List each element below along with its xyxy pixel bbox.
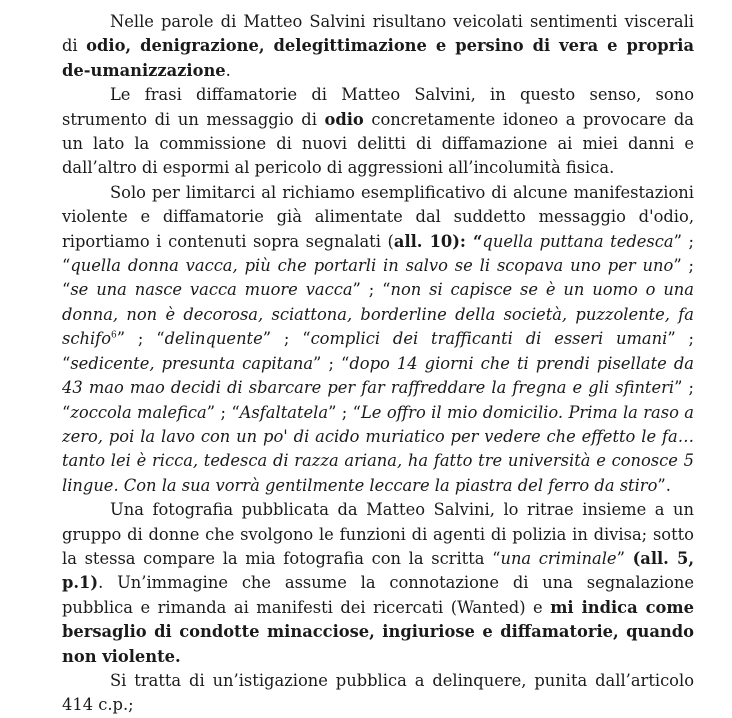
document-body	[62, 10, 694, 718]
text-segment: concretamente idoneo a provocare da un lato la commissione di nuovi delitti di diffamazione ai miei danni e dall’altro di espormi al pericolo di aggressioni all’incolumità fisica.	[62, 109, 694, 178]
bold-text: all. 10):	[393, 231, 466, 251]
italic-quote: delinquente	[164, 329, 263, 349]
text-segment: ” ; “	[352, 280, 391, 300]
text-segment: ”	[616, 548, 633, 568]
text-segment: ” ; “	[313, 353, 350, 373]
text-segment: ” ; “	[62, 329, 694, 373]
text-segment: Nelle parole di Matteo Salvini risultano veicolati sentimenti viscerali di	[62, 12, 694, 56]
italic-quote: dopo 14 giorni che ti prendi pisellate da 43 mao mao decidi di sbarcare per far raffreddare la fregna e gli sfinteri	[62, 353, 695, 398]
paragraph	[62, 498, 694, 669]
text-segment: Le frasi diffamatorie di Matteo Salvini, in questo senso, sono strumento di un messaggio di	[62, 85, 694, 129]
text-segment: Solo per limitarci al richiamo esemplificativo di alcune manifestazioni violente e diffamatorie già alimentate dal suddetto messaggio d'odio, riportiamo i contenuti sopra segnalati (	[62, 182, 694, 251]
italic-quote: una criminale	[500, 548, 617, 568]
bold-text: odio	[324, 109, 364, 129]
italic-quote: quella puttana tedesca	[482, 231, 674, 251]
text-segment: ” ; “	[262, 329, 311, 349]
text-segment: ” ; “	[328, 402, 361, 422]
italic-quote: complici dei trafficanti di esseri umani	[310, 329, 668, 349]
text-segment: . Un’immagine che assume la connotazione di una segnalazione pubblica e rimanda ai manifesti dei ricercati (Wanted) e	[62, 573, 694, 617]
italic-quote: Asfaltatela	[239, 402, 329, 422]
paragraph	[62, 83, 694, 181]
italic-quote: non si capisce se è un uomo o una donna, non è decorosa, sciattona, borderline della società, puzzolente, fa schifo	[62, 280, 694, 349]
italic-quote: sedicente, presunta capitana	[70, 353, 314, 373]
italic-quote: Le offro il mio domicilio. Prima la raso a zero, poi la lavo con un po' di acido muriatico per vedere che effetto le fa… tanto lei è ricca, tedesca di razza ariana, ha fatto tre università e conosce 5 lingue. Con la sua vorrà gentilmente leccare la piastra del ferro da stiro	[62, 402, 695, 495]
text-segment: ”.	[657, 475, 671, 495]
bold-text: (all. 5, p.1)	[62, 548, 694, 593]
bold-text: odio, denigrazione, delegittimazione e persino di vera e propria de-umanizzazione	[62, 36, 694, 80]
text-segment: .	[225, 60, 231, 80]
paragraph	[62, 10, 694, 83]
footnote-marker: 6	[111, 330, 117, 341]
paragraph	[62, 181, 694, 498]
italic-quote: quella donna vacca, più che portarli in salvo se li scopava uno per uno	[70, 256, 674, 276]
paragraph	[62, 669, 694, 718]
italic-quote: zoccola malefica	[70, 402, 207, 422]
text-segment: ” ; “	[62, 378, 695, 422]
text-segment: Una fotografia pubblicata da Matteo Salvini, lo ritrae insieme a un gruppo di donne che svolgono le funzioni di agenti di polizia in divisa; sotto la stessa compare la mia fotografia con la scritta “	[62, 500, 694, 568]
text-segment: ” ; “	[62, 231, 694, 276]
text-segment: Si tratta di un’istigazione pubblica a delinquere, punita dall’articolo 414 c.p.;	[62, 670, 694, 715]
bold-text: mi indica come bersaglio di condotte minacciose, ingiuriose e diffamatorie, quando non violente.	[62, 597, 694, 666]
text-segment: ” ; “	[206, 402, 240, 422]
bold-text: “	[465, 231, 483, 251]
italic-quote: se una nasce vacca muore vacca	[70, 280, 353, 300]
text-segment: ” ; “	[62, 256, 695, 300]
text-segment: ” ; “	[116, 329, 165, 349]
